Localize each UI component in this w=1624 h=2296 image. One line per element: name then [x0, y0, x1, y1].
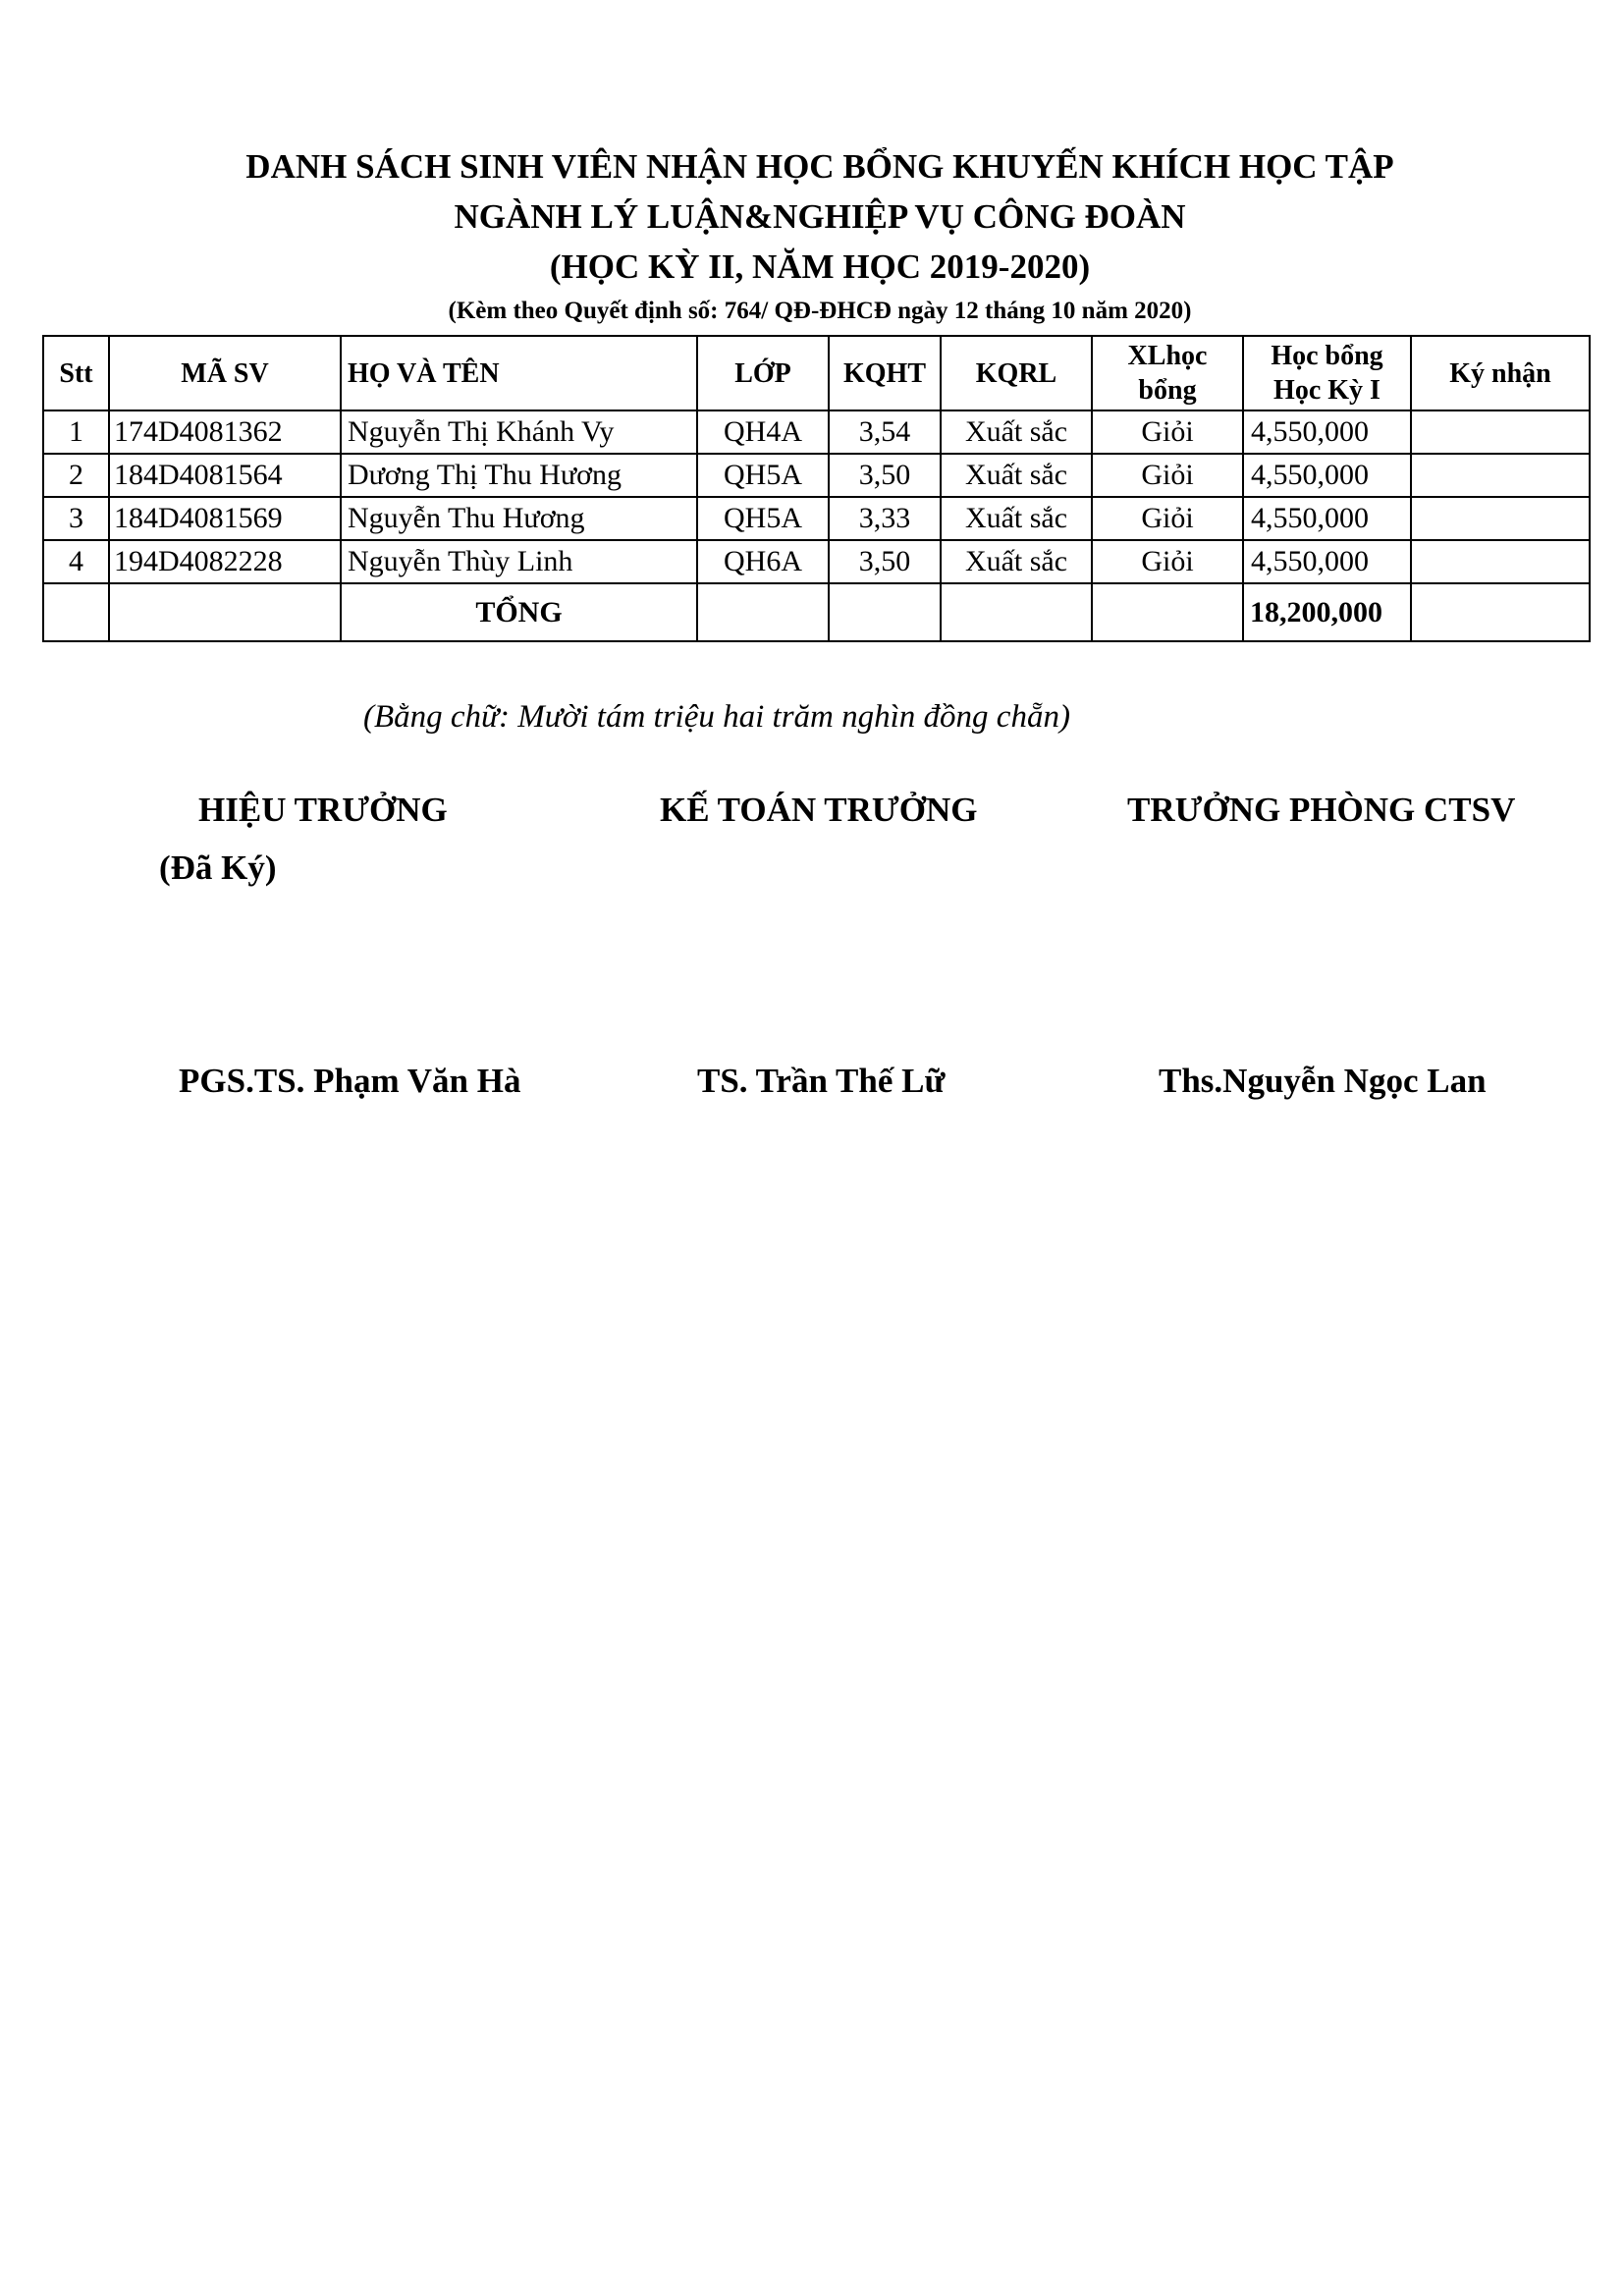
- table-header-row: [43, 336, 1590, 410]
- header-ky-nhan: Ký nhận: [1411, 336, 1590, 410]
- cell-kqrl: Xuất sắc: [941, 497, 1092, 540]
- cell-kqrl: Xuất sắc: [941, 540, 1092, 583]
- cell-ma-sv: 184D4081564: [109, 454, 341, 497]
- header-kqht: KQHT: [829, 336, 941, 410]
- ctsv-head-title: TRƯỞNG PHÒNG CTSV: [1127, 791, 1516, 829]
- cell-ma-sv: 194D4082228: [109, 540, 341, 583]
- cell-lop: QH6A: [697, 540, 829, 583]
- cell-ma-sv: 174D4081362: [109, 410, 341, 454]
- cell-stt: 4: [43, 540, 109, 583]
- decision-reference: (Kèm theo Quyết định số: 764/ QĐ-ĐHCĐ ngày 12 tháng 10 năm 2020): [448, 298, 1192, 324]
- cell-stt: 1: [43, 410, 109, 454]
- principal-name: PGS.TS. Phạm Văn Hà: [179, 1062, 521, 1100]
- header-xl-line1: XLhọc: [1127, 341, 1208, 371]
- principal-signed-note: (Đã Ký): [159, 848, 277, 887]
- document-subtitle-major: NGÀNH LÝ LUẬN&NGHIỆP VỤ CÔNG ĐOÀN: [454, 197, 1186, 236]
- header-hoc-bong: [1243, 336, 1411, 410]
- accountant-name: TS. Trần Thế Lữ: [697, 1062, 946, 1100]
- cell-lop: QH5A: [697, 454, 829, 497]
- document-title: DANH SÁCH SINH VIÊN NHẬN HỌC BỔNG KHUYẾN KHÍCH HỌC TẬP: [245, 147, 1394, 186]
- cell-stt: 3: [43, 497, 109, 540]
- cell-kqrl: Xuất sắc: [941, 454, 1092, 497]
- cell-ky-nhan: [1411, 540, 1590, 583]
- cell-kqht: 3,54: [829, 410, 941, 454]
- table-row: [43, 497, 1590, 540]
- cell-ho-ten: Dương Thị Thu Hương: [341, 454, 697, 497]
- header-xl-hoc-bong: [1092, 336, 1243, 410]
- ctsv-head-name: Ths.Nguyễn Ngọc Lan: [1159, 1062, 1487, 1100]
- accountant-title: KẾ TOÁN TRƯỞNG: [660, 791, 978, 829]
- cell-lop: QH5A: [697, 497, 829, 540]
- total-value: 18,200,000: [1243, 583, 1411, 641]
- header-xl-line2: bổng: [1138, 375, 1197, 406]
- header-stt: Stt: [43, 336, 109, 410]
- cell-hoc-bong: 4,550,000: [1243, 540, 1411, 583]
- header-hb-line2: Học Kỳ I: [1273, 375, 1380, 406]
- cell-kqht: 3,33: [829, 497, 941, 540]
- cell-ho-ten: Nguyễn Thị Khánh Vy: [341, 410, 697, 454]
- table-total-row: [43, 583, 1590, 641]
- cell-xl: Giỏi: [1092, 410, 1243, 454]
- header-hb-line1: Học bổng: [1271, 341, 1383, 371]
- cell-ho-ten: Nguyễn Thu Hương: [341, 497, 697, 540]
- cell-stt: 2: [43, 454, 109, 497]
- cell-hoc-bong: 4,550,000: [1243, 454, 1411, 497]
- table-row: [43, 410, 1590, 454]
- header-lop: LỚP: [697, 336, 829, 410]
- cell-ma-sv: 184D4081569: [109, 497, 341, 540]
- cell-kqht: 3,50: [829, 454, 941, 497]
- table-row: [43, 540, 1590, 583]
- header-ma-sv: MÃ SV: [109, 336, 341, 410]
- amount-in-words: (Bằng chữ: Mười tám triệu hai trăm nghìn đồng chẵn): [363, 699, 1070, 735]
- cell-hoc-bong: 4,550,000: [1243, 410, 1411, 454]
- cell-xl: Giỏi: [1092, 497, 1243, 540]
- scholarship-table: [42, 335, 1591, 642]
- header-ho-ten: HỌ VÀ TÊN: [341, 336, 697, 410]
- cell-xl: Giỏi: [1092, 540, 1243, 583]
- cell-ky-nhan: [1411, 454, 1590, 497]
- cell-kqht: 3,50: [829, 540, 941, 583]
- cell-ho-ten: Nguyễn Thùy Linh: [341, 540, 697, 583]
- principal-title: HIỆU TRƯỞNG: [198, 791, 448, 829]
- total-label: TỔNG: [341, 583, 697, 641]
- cell-kqrl: Xuất sắc: [941, 410, 1092, 454]
- cell-ky-nhan: [1411, 410, 1590, 454]
- table-row: [43, 454, 1590, 497]
- cell-xl: Giỏi: [1092, 454, 1243, 497]
- cell-lop: QH4A: [697, 410, 829, 454]
- cell-hoc-bong: 4,550,000: [1243, 497, 1411, 540]
- cell-ky-nhan: [1411, 497, 1590, 540]
- document-subtitle-semester: (HỌC KỲ II, NĂM HỌC 2019-2020): [549, 247, 1091, 286]
- header-kqrl: KQRL: [941, 336, 1092, 410]
